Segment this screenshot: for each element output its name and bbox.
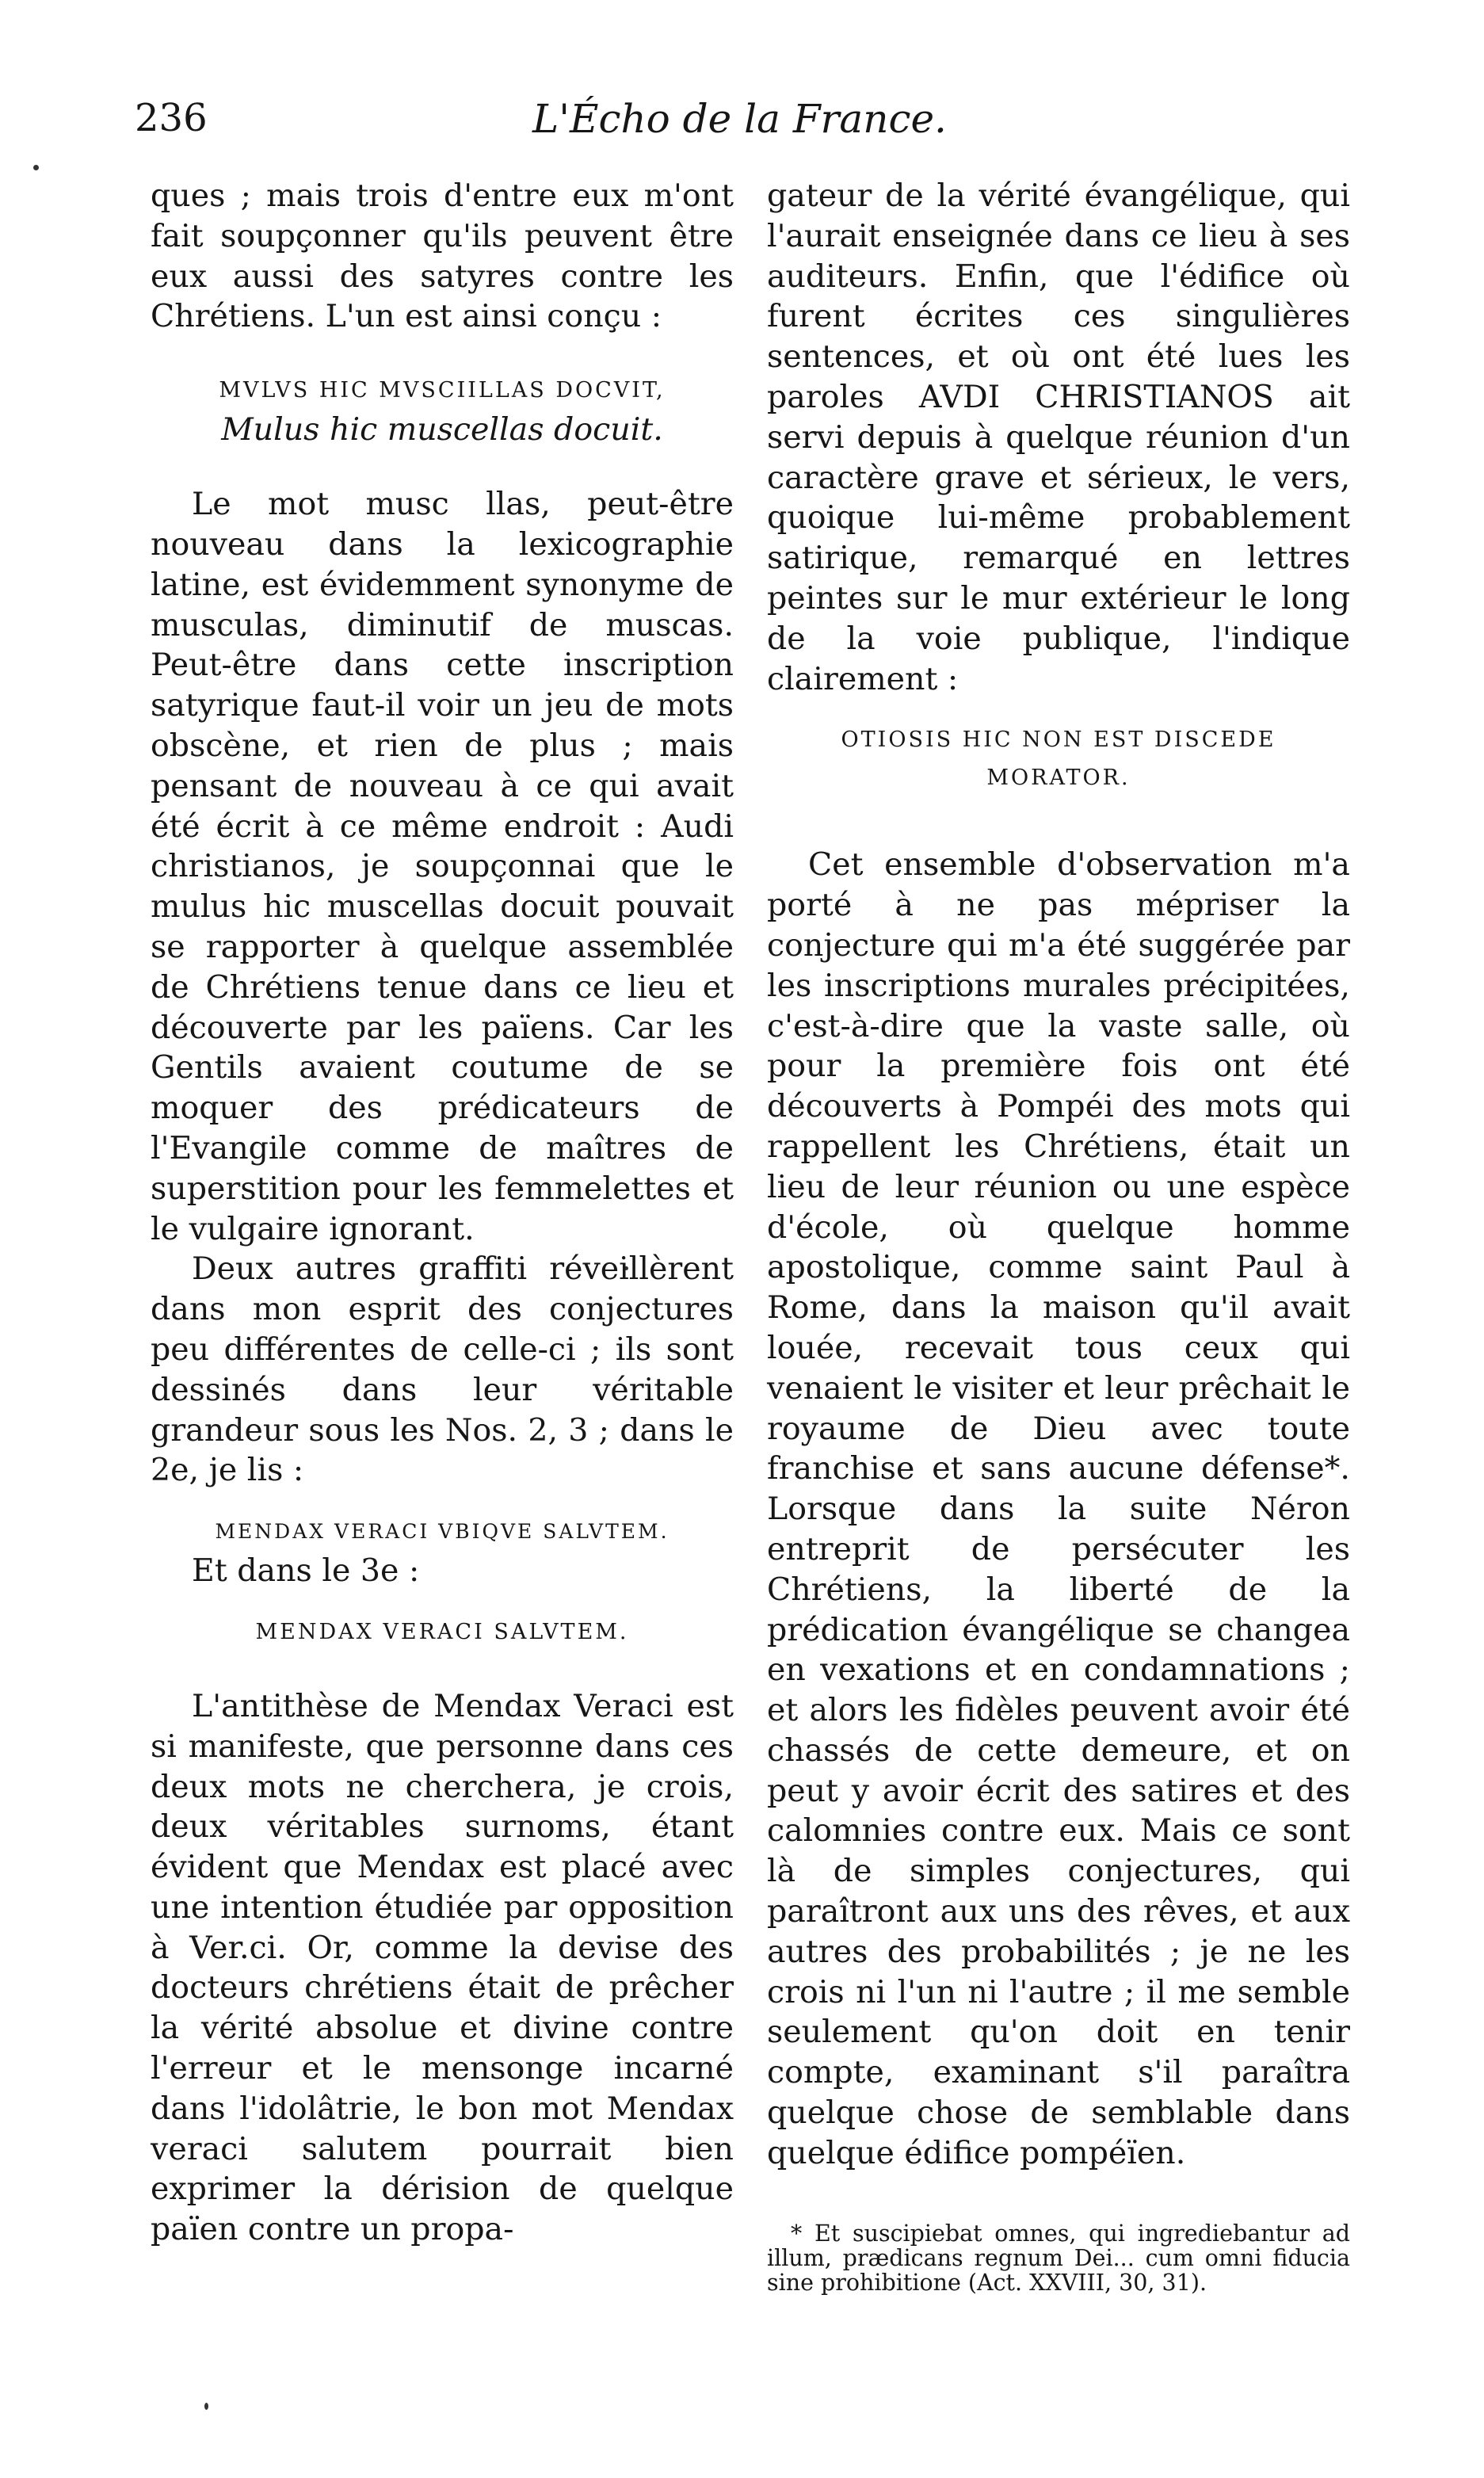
right-column: [767, 176, 1350, 2295]
paragraph: ques ; mais trois d'entre eux m'ont fait soupçonner qu'ils peuvent être eux aussi des satyres contre les Chrétiens. L'un est ainsi conçu :: [151, 178, 734, 335]
inscription: MVLVS HIC MVSCIILLAS DOCVIT,: [219, 378, 666, 403]
footnote: * Et suscipiebat omnes, qui ingrediebantur ad illum, prædicans regnum Dei... cum omni fiducia sine prohibitione (Act. XXVIII, 30, 31).: [767, 2220, 1350, 2296]
paragraph: gateur de la vérité évangélique, qui l'aurait enseignée dans ce lieu à ses auditeurs. Enfin, que l'édifice où furent écrites ces singulières sentences, et où ont été lues les paroles AVDI CHRISTIANOS ait servi depuis à quelque réunion d'un caractère grave et sérieux, le vers, quoique lui-même probablement satirique, remarqué en lettres peintes sur le mur extérieur le long de la voie publique, l'indique clairement :: [767, 178, 1350, 697]
inscription-reading: Mulus hic muscellas docuit.: [221, 411, 663, 449]
page-speck: [204, 2403, 208, 2410]
inscription: MORATOR.: [986, 766, 1131, 791]
page-number: 236: [135, 96, 208, 140]
running-title: L'Écho de la France.: [532, 96, 947, 142]
paragraph: Deux autres graffiti réveillèrent dans mon esprit des conjectures peu différentes de celle-ci ; ils sont dessinés dans leur véritable grandeur sous les Nos. 2, 3 ; dans le 2e, je lis :: [151, 1250, 734, 1489]
inscription: MENDAX VERACI VBIQVE SALVTEM.: [215, 1520, 670, 1544]
paragraph: Cet ensemble d'observation m'a porté à ne pas mépriser la conjecture qui m'a été suggérée par les inscriptions murales précipitées, c'est-à-dire que la vaste salle, où pour la première fois ont été découverts à Pompéi des mots qui rappellent les Chrétiens, était un lieu de leur réunion ou une espèce d'école, où quelque homme apostolique, comme saint Paul à Rome, dans la maison qu'il avait louée, recevait tous ceux qui venaient le visiter et leur prêchait le royaume de Dieu avec toute franchise et sans aucune défense*. Lorsque dans la suite Néron entreprit de persécuter les Chrétiens, la liberté de la prédication évangélique se changea en vexations et en condamnations ; et alors les fidèles peuvent avoir été chassés de cette demeure, et on peut y avoir écrit des satires et des calomnies contre eux. Mais ce sont là de simples conjectures, qui paraîtront aux uns des rêves, et aux autres des probabilités ; je ne les crois ni l'un ni l'autre ; il me semble seulement qu'on doit en tenir compte, examinant s'il paraîtra quelque chose de semblable dans quelque édifice pompéïen.: [767, 846, 1350, 2171]
paragraph: Et dans le 3e :: [192, 1552, 420, 1590]
inscription: MENDAX VERACI SALVTEM.: [255, 1619, 629, 1644]
inscription: OTIOSIS HIC NON EST DISCEDE: [841, 727, 1276, 753]
page-speck: [33, 165, 39, 170]
left-column: [151, 176, 734, 2250]
paragraph: L'antithèse de Mendax Veraci est si manifeste, que personne dans ces deux mots ne cherchera, je crois, deux véritables surnoms, étant évident que Mendax est placé avec une intention étudiée par opposition à Ver.ci. Or, comme la devise des docteurs chrétiens était de prêcher la vérité absolue et divine contre l'erreur et le mensonge incarné dans l'idolâtrie, le bon mot Mendax veraci salutem pourrait bien exprimer la dérision de quelque païen contre un propa-: [151, 1687, 734, 2248]
paragraph: Le mot musc llas, peut-être nouveau dans la lexicographie latine, est évidemment synonyme de musculas, diminutif de muscas. Peut-être dans cette inscription satyrique faut-il voir un jeu de mots obscène, et rien de plus ; mais pensant de nouveau à ce qui avait été écrit à ce même endroit : Audi christianos, je soupçonnai que le mulus hic muscellas docuit pouvait se rapporter à quelque assemblée de Chrétiens tenue dans ce lieu et découverte par les païens. Car les Gentils avaient coutume de se moquer des prédicateurs de l'Evangile comme de maîtres de superstition pour les femmelettes et le vulgaire ignorant.: [151, 486, 734, 1247]
